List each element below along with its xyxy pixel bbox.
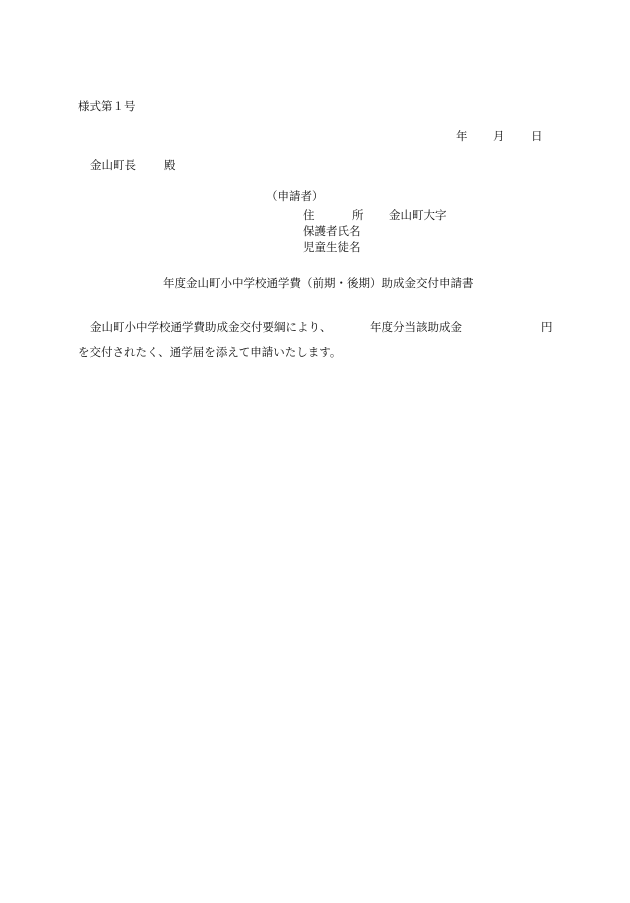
addressee-honorific: 殿 <box>164 158 176 172</box>
addressee-name: 金山町長 <box>90 158 136 172</box>
body-text-line1-part2: 年度分当該助成金 <box>370 320 462 334</box>
body-text-line1-part1: 金山町小中学校通学費助成金交付要綱により、 <box>90 320 332 334</box>
date-year-label: 年 <box>456 129 468 143</box>
guardian-name-label: 保護者氏名 <box>303 224 361 238</box>
body-text-line2: を交付されたく、通学届を添えて申請いたします。 <box>78 345 342 359</box>
address-value: 金山町大字 <box>389 208 447 222</box>
address-label-second: 所 <box>352 208 364 222</box>
address-label-first: 住 <box>303 208 315 222</box>
form-number: 様式第１号 <box>78 99 136 113</box>
body-text-line1-part3: 円 <box>541 320 553 334</box>
date-day-label: 日 <box>531 129 543 143</box>
applicant-heading: （申請者） <box>266 189 324 203</box>
document-title: 年度金山町小中学校通学費（前期・後期）助成金交付申請書 <box>163 276 474 290</box>
date-month-label: 月 <box>493 129 505 143</box>
student-name-label: 児童生徒名 <box>303 240 361 254</box>
